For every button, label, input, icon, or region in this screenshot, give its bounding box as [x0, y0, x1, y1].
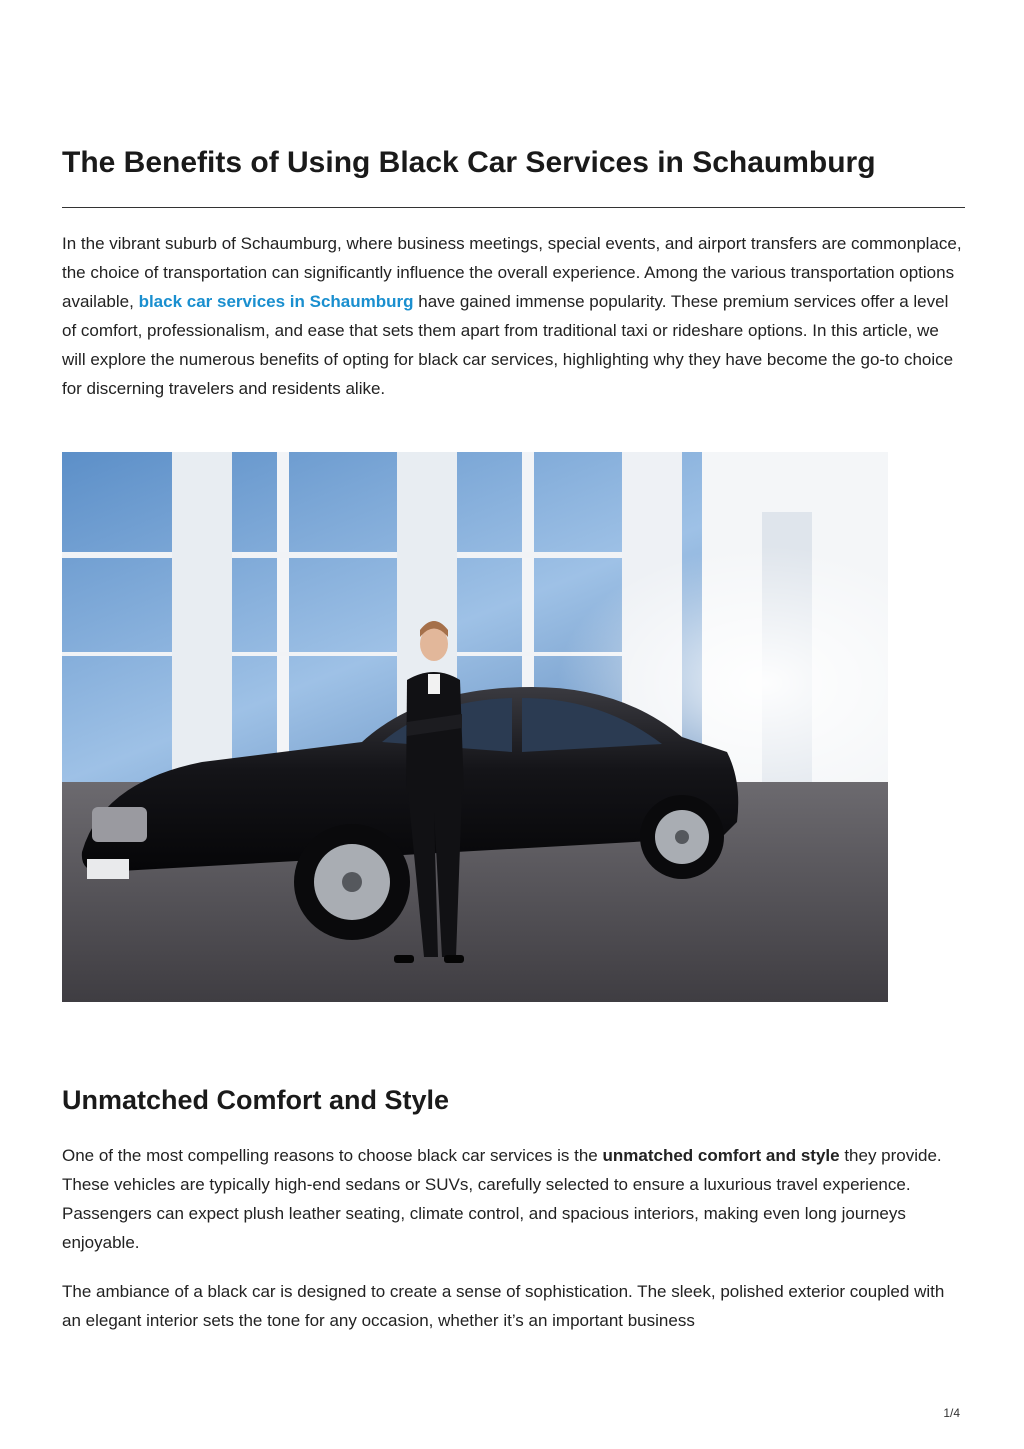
comfort-text-start: One of the most compelling reasons to choose black car services is the	[62, 1146, 603, 1165]
comfort-text-end: they provide. These vehicles are typically high-end sedans or SUVs, carefully selected to ensure a luxurious travel experience. Passengers can expect plush leather seating, climate control, and spacious interiors, making even long journeys enjoyable.	[62, 1146, 942, 1252]
comfort-bold-phrase: unmatched comfort and style	[602, 1146, 840, 1165]
hero-image-black-car-chauffeur	[62, 452, 888, 1002]
intro-text-end: have gained immense popularity. These premium services offer a level of comfort, professionalism, and ease that sets them apart from traditional taxi or rideshare options. In this article, we will explore the numerous benefits of opting for black car services, highlighting why they have become the go-to choice for discerning travelers and residents alike.	[62, 292, 954, 398]
intro-paragraph	[62, 229, 962, 403]
section-heading-comfort: Unmatched Comfort and Style	[62, 1085, 450, 1115]
page-title: The Benefits of Using Black Car Services in Schaumburg	[62, 146, 876, 179]
black-car-services-link[interactable]: black car services in Schaumburg	[138, 292, 414, 311]
page-number: 1/4	[943, 1406, 960, 1420]
title-divider	[62, 207, 965, 208]
comfort-paragraph-2: The ambiance of a black car is designed to create a sense of sophistication. The sleek, polished exterior coupled with an elegant interior sets the tone for any occasion, whether it’s an important business	[62, 1282, 945, 1330]
comfort-paragraph-1	[62, 1141, 962, 1257]
intro-text-start: In the vibrant suburb of Schaumburg, where business meetings, special events, and airport transfers are commonplace, the choice of transportation can significantly influence the overall experience. Among the various transportation options available,	[62, 234, 962, 311]
